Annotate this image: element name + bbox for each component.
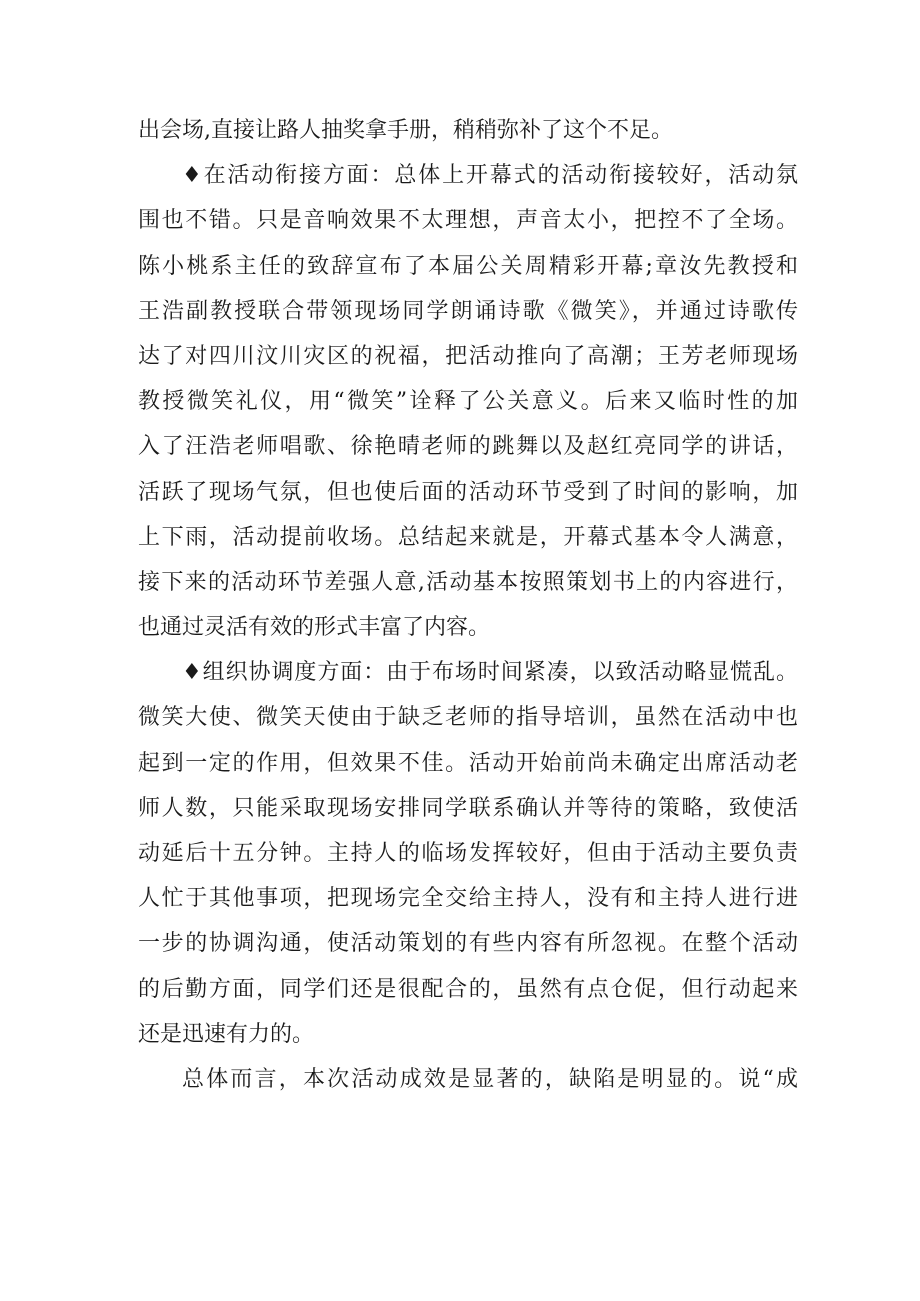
text-line: 入了汪浩老师唱歌、徐艳晴老师的跳舞以及赵红亮同学的讲话， xyxy=(138,434,798,460)
text-line: 的后勤方面，同学们还是很配合的，虽然有点仓促，但行动起来 xyxy=(138,976,798,1002)
text-line: 达了对四川汶川灾区的祝福，把活动推向了高潮；王芳老师现场 xyxy=(138,343,798,369)
text-line: 上下雨，活动提前收场。总结起来就是，开幕式基本令人满意， xyxy=(138,524,798,550)
body-text xyxy=(138,108,798,1102)
text-line: 一步的协调沟通，使活动策划的有些内容有所忽视。在整个活动 xyxy=(138,931,798,957)
text-line: 起到一定的作用，但效果不佳。活动开始前尚未确定出席活动老 xyxy=(138,750,798,776)
text-line: ♦组织协调度方面：由于布场时间紧凑，以致活动略显慌乱。 xyxy=(182,660,798,686)
text-line: 总体而言，本次活动成效是显著的，缺陷是明显的。说“成 xyxy=(182,1066,798,1092)
text-line: 也通过灵活有效的形式丰富了内容。 xyxy=(138,615,491,641)
text-line: 教授微笑礼仪，用“微笑”诠释了公关意义。后来又临时性的加 xyxy=(138,389,798,415)
text-line: 还是迅速有力的。 xyxy=(138,1021,315,1047)
text-line: 接下来的活动环节差强人意,活动基本按照策划书上的内容进行， xyxy=(138,569,798,595)
text-line: ♦在活动衔接方面：总体上开幕式的活动衔接较好，活动氛 xyxy=(182,163,798,189)
text-line: 师人数，只能采取现场安排同学联系确认并等待的策略，致使活 xyxy=(138,795,798,821)
text-line: 微笑大使、微笑天使由于缺乏老师的指导培训，虽然在活动中也 xyxy=(138,705,798,731)
text-line: 动延后十五分钟。主持人的临场发挥较好，但由于活动主要负责 xyxy=(138,841,798,866)
text-line: 围也不错。只是音响效果不太理想，声音太小，把控不了全场。 xyxy=(138,208,798,234)
text-line: 人忙于其他事项，把现场完全交给主持人，没有和主持人进行进 xyxy=(138,886,798,912)
text-line: 陈小桃系主任的致辞宣布了本届公关周精彩开幕;章汝先教授和 xyxy=(138,253,798,279)
text-line: 王浩副教授联合带领现场同学朗诵诗歌《微笑》，并通过诗歌传 xyxy=(138,298,798,324)
text-line: 出会场,直接让路人抽奖拿手册，稍稍弥补了这个不足。 xyxy=(138,118,673,143)
text-line: 活跃了现场气氛，但也使后面的活动环节受到了时间的影响，加 xyxy=(138,479,798,505)
